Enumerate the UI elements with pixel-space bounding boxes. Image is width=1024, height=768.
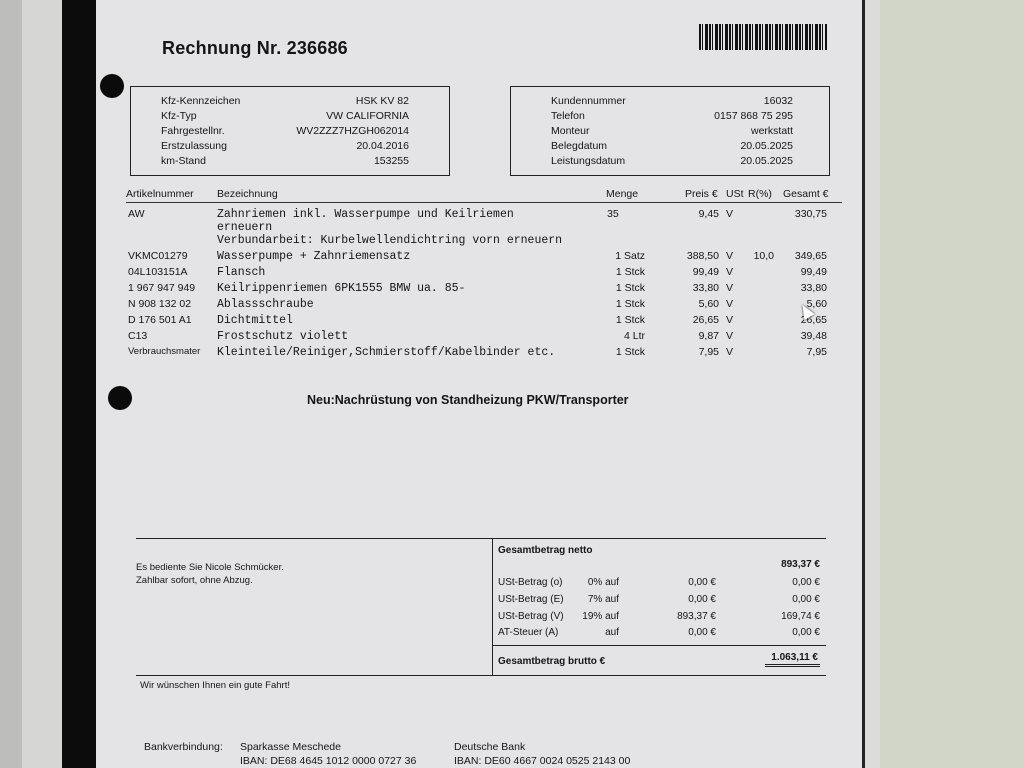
cell-artnr: D 176 501 A1	[128, 314, 192, 326]
invoice-title: Rechnung Nr. 236686	[162, 38, 348, 58]
vehicle-info-box	[130, 86, 450, 176]
bank-2	[454, 740, 630, 768]
cell-artnr: 1 967 947 949	[128, 282, 196, 294]
brutto-value: 1.063,11 €	[765, 650, 820, 667]
cell-menge: 1 Stck	[615, 346, 645, 358]
header-artnr: Artikelnummer	[126, 188, 194, 200]
netto-label: Gesamtbetrag netto	[498, 545, 593, 556]
header-gesamt: Gesamt €	[783, 188, 829, 200]
totals-separator	[493, 645, 826, 646]
background-left	[22, 0, 62, 768]
cell-preis: 33,80	[692, 282, 719, 294]
vehicle-label: Erstzulassung	[161, 140, 227, 152]
cell-artnr: N 908 132 02	[128, 298, 192, 310]
punch-hole	[108, 386, 132, 410]
cell-artnr: Verbrauchsmater	[128, 346, 201, 357]
cell-menge: 1 Stck	[615, 314, 645, 326]
customer-label: Kundennummer	[551, 95, 626, 107]
customer-label: Belegdatum	[551, 140, 608, 152]
header-menge: Menge	[606, 188, 639, 200]
customer-row	[511, 95, 829, 110]
cell-bezeichnung: Verbundarbeit: Kurbelwellendichtring vorn erneuern	[217, 234, 563, 247]
tax-amount: 0,00 €	[792, 577, 820, 588]
vehicle-label: km-Stand	[161, 155, 206, 167]
cell-gesamt: 7,95	[806, 346, 827, 358]
cell-menge: 1 Stck	[615, 298, 645, 310]
punch-hole	[100, 74, 124, 98]
cell-gesamt: 349,65	[794, 250, 827, 262]
totals-section	[136, 538, 826, 676]
cell-preis: 9,87	[698, 330, 719, 342]
cell-ust: V	[726, 208, 734, 220]
cell-gesamt: 39,48	[800, 330, 827, 342]
cell-bezeichnung: Wasserpumpe + Zahnriemensatz	[217, 250, 411, 263]
cell-preis: 99,49	[692, 266, 719, 278]
vehicle-value: WV2ZZZ7HZGH062014	[296, 125, 409, 137]
cell-gesamt: 99,49	[800, 266, 827, 278]
section-subtitle: Neu:Nachrüstung von Standheizung PKW/Transporter	[307, 393, 629, 407]
customer-label: Monteur	[551, 125, 590, 137]
cell-bezeichnung: Frostschutz violett	[217, 330, 349, 343]
cell-ust: V	[726, 298, 734, 310]
bank-label: Bankverbindung:	[144, 741, 223, 753]
cell-bezeichnung: Kleinteile/Reiniger,Schmierstoff/Kabelbinder etc.	[217, 346, 556, 359]
cell-ust: V	[726, 330, 734, 342]
cell-menge: 1 Stck	[615, 266, 645, 278]
cell-rabatt: 10,0	[753, 250, 774, 262]
tax-label: USt-Betrag (o)	[498, 577, 563, 588]
cell-gesamt: 26,65	[800, 314, 827, 326]
cell-artnr: 04L103151A	[128, 266, 188, 278]
tax-amount: 169,74 €	[781, 611, 820, 622]
invoice-page	[96, 0, 862, 768]
cell-artnr: AW	[128, 208, 145, 220]
vehicle-row	[131, 155, 449, 170]
customer-row	[511, 125, 829, 140]
vehicle-row	[131, 110, 449, 125]
customer-value: 20.05.2025	[740, 140, 793, 152]
cell-bezeichnung: erneuern	[217, 221, 273, 234]
cell-ust: V	[726, 250, 734, 262]
tax-base: 0,00 €	[688, 627, 716, 638]
header-bezeichnung: Bezeichnung	[217, 188, 278, 200]
monitor-bezel-left	[0, 0, 22, 768]
vehicle-row	[131, 95, 449, 110]
totals-divider	[492, 539, 493, 675]
cell-preis: 7,95	[698, 346, 719, 358]
vehicle-row	[131, 140, 449, 155]
cell-artnr: C13	[128, 330, 148, 342]
background-right	[880, 0, 1024, 768]
cell-artnr: VKMC01279	[128, 250, 188, 262]
tax-amount: 0,00 €	[792, 627, 820, 638]
cell-bezeichnung: Flansch	[217, 266, 266, 279]
netto-value: 893,37 €	[781, 559, 820, 570]
cell-ust: V	[726, 346, 734, 358]
served-by-text: Es bediente Sie Nicole Schmücker.	[136, 562, 284, 573]
cell-gesamt: 33,80	[800, 282, 827, 294]
tax-label: USt-Betrag (V)	[498, 611, 564, 622]
vehicle-label: Kfz-Typ	[161, 110, 197, 122]
customer-row	[511, 155, 829, 170]
cell-preis: 5,60	[698, 298, 719, 310]
cell-bezeichnung: Zahnriemen inkl. Wasserpumpe und Keilriemen	[217, 208, 514, 221]
cell-preis: 26,65	[692, 314, 719, 326]
cell-gesamt: 5,60	[806, 298, 827, 310]
cell-ust: V	[726, 282, 734, 294]
cell-preis: 388,50	[686, 250, 719, 262]
customer-info-box	[510, 86, 830, 176]
bank-1-name: Sparkasse Meschede	[240, 741, 341, 753]
vehicle-row	[131, 125, 449, 140]
header-rabatt: R(%)	[748, 188, 772, 200]
customer-row	[511, 140, 829, 155]
brutto-label: Gesamtbetrag brutto €	[498, 656, 606, 667]
tax-base: 0,00 €	[688, 594, 716, 605]
table-header-divider	[126, 202, 842, 203]
customer-row	[511, 110, 829, 125]
payment-terms-text: Zahlbar sofort, ohne Abzug.	[136, 575, 253, 586]
bank-1	[240, 740, 416, 768]
tax-rate: 0% auf	[587, 577, 619, 588]
vehicle-label: Kfz-Kennzeichen	[161, 95, 241, 107]
tax-amount: 0,00 €	[792, 594, 820, 605]
cell-menge: 1 Stck	[615, 282, 645, 294]
cell-bezeichnung: Ablassschraube	[217, 298, 314, 311]
vehicle-label: Fahrgestellnr.	[161, 125, 225, 137]
cell-menge: 35	[607, 208, 619, 220]
customer-label: Telefon	[551, 110, 585, 122]
tax-label: AT-Steuer (A)	[498, 627, 559, 638]
customer-value: 0157 868 75 295	[714, 110, 793, 122]
footer-notes	[136, 561, 284, 587]
cell-menge: 4 Ltr	[623, 330, 645, 342]
greeting-text: Wir wünschen Ihnen ein gute Fahrt!	[140, 680, 290, 691]
tax-rate: auf	[605, 627, 619, 638]
cell-menge: 1 Satz	[615, 250, 645, 262]
bank-1-iban: IBAN: DE68 4645 1012 0000 0727 36	[240, 755, 417, 767]
vehicle-value: 153255	[373, 155, 409, 167]
vehicle-value: VW CALIFORNIA	[326, 110, 409, 122]
cell-bezeichnung: Keilrippenriemen 6PK1555 BMW ua. 85-	[217, 282, 466, 295]
cell-preis: 9,45	[698, 208, 719, 220]
document-edge-bar	[62, 0, 96, 768]
vehicle-value: 20.04.2016	[356, 140, 409, 152]
tax-base: 0,00 €	[688, 577, 716, 588]
bank-2-name: Deutsche Bank	[454, 741, 526, 753]
cell-ust: V	[726, 314, 734, 326]
customer-value: werkstatt	[750, 125, 793, 137]
tax-rate: 7% auf	[587, 594, 619, 605]
tax-rate: 19% auf	[582, 611, 619, 622]
customer-value: 16032	[763, 95, 793, 107]
tax-base: 893,37 €	[677, 611, 716, 622]
cell-ust: V	[726, 266, 734, 278]
customer-label: Leistungsdatum	[551, 155, 626, 167]
customer-value: 20.05.2025	[740, 155, 793, 167]
tax-label: USt-Betrag (E)	[498, 594, 564, 605]
barcode	[699, 24, 827, 50]
cell-gesamt: 330,75	[794, 208, 827, 220]
cell-bezeichnung: Dichtmittel	[217, 314, 293, 327]
header-ust: USt	[726, 188, 744, 200]
vehicle-value: HSK KV 82	[355, 95, 409, 107]
bank-2-iban: IBAN: DE60 4667 0024 0525 2143 00	[454, 755, 631, 767]
header-preis: Preis €	[685, 188, 718, 200]
